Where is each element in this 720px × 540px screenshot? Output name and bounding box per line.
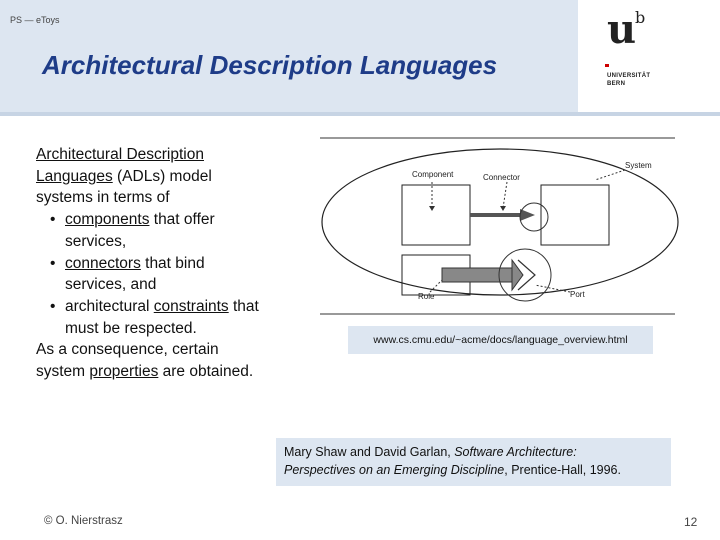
bullet-dot: • [50,297,56,315]
component-box-right [541,185,609,245]
role-arrow-head [512,260,523,290]
bullet-dot: • [50,254,56,272]
reference-box [276,438,671,486]
port-pointer [535,285,570,292]
label-port: Port [570,290,585,299]
logo-red-bar [605,64,609,67]
outro-text-end: are obtained. [158,363,254,381]
component-pointer-tip [429,206,435,211]
connector-pointer-tip [500,206,506,211]
outro-text: As a consequence, certain system [36,341,219,381]
university-logo [605,6,675,101]
role-arrow-body [442,268,512,282]
logo-university: UNIVERSITÄT [607,73,651,79]
bullet-dot: • [50,211,56,229]
page-number: 12 [684,515,698,529]
bullet-tail: that offer services, [65,211,215,250]
system-pointer [595,170,625,180]
bullet-lead: architectural [65,297,154,315]
connector-pointer [503,182,507,208]
label-component: Component [412,170,454,179]
header-rule [0,112,720,116]
ref-title-2: Perspectives on an Emerging Discipline [284,463,505,477]
component-box-left [402,185,470,245]
ref-authors: Mary Shaw and David Garlan, [284,445,455,459]
bullet-tail: that must be respected. [65,297,259,337]
connector-arrow-head [520,209,535,221]
connectors-link[interactable]: connectors [65,254,141,272]
outro-paragraph [36,339,268,382]
body-text [36,144,268,383]
course-label: PS — eToys [10,15,60,25]
source-url[interactable]: www.cs.cmu.edu/~acme/docs/language_overview.html [348,326,653,354]
label-role: Role [418,292,435,301]
components-link[interactable]: components [65,211,150,229]
logo-letter-u: u [607,6,637,53]
intro-text: (ADLs) model systems in terms of [36,167,212,207]
intro-paragraph [36,144,268,209]
bullet-list [36,209,268,339]
label-connector: Connector [483,173,520,182]
logo-city: BERN [607,81,626,87]
constraints-link[interactable]: constraints [153,297,229,315]
label-system: System [625,161,652,170]
logo-text [607,72,677,88]
logo-letter-b: b [635,8,646,27]
bullet-item [36,296,268,339]
architecture-diagram [315,130,685,320]
adl-link[interactable]: Architectural Description Languages [36,146,204,185]
bullet-item [36,209,268,252]
ref-title-1: Software Architecture: [454,445,577,459]
ref-publisher: , Prentice-Hall, 1996. [504,463,621,477]
footer-author: © O. Nierstrasz [44,515,123,527]
bullet-item [36,253,268,296]
properties-link[interactable]: properties [89,363,159,381]
page-title: Architectural Description Languages [42,50,498,80]
bullet-tail: that bind services, and [65,254,205,294]
